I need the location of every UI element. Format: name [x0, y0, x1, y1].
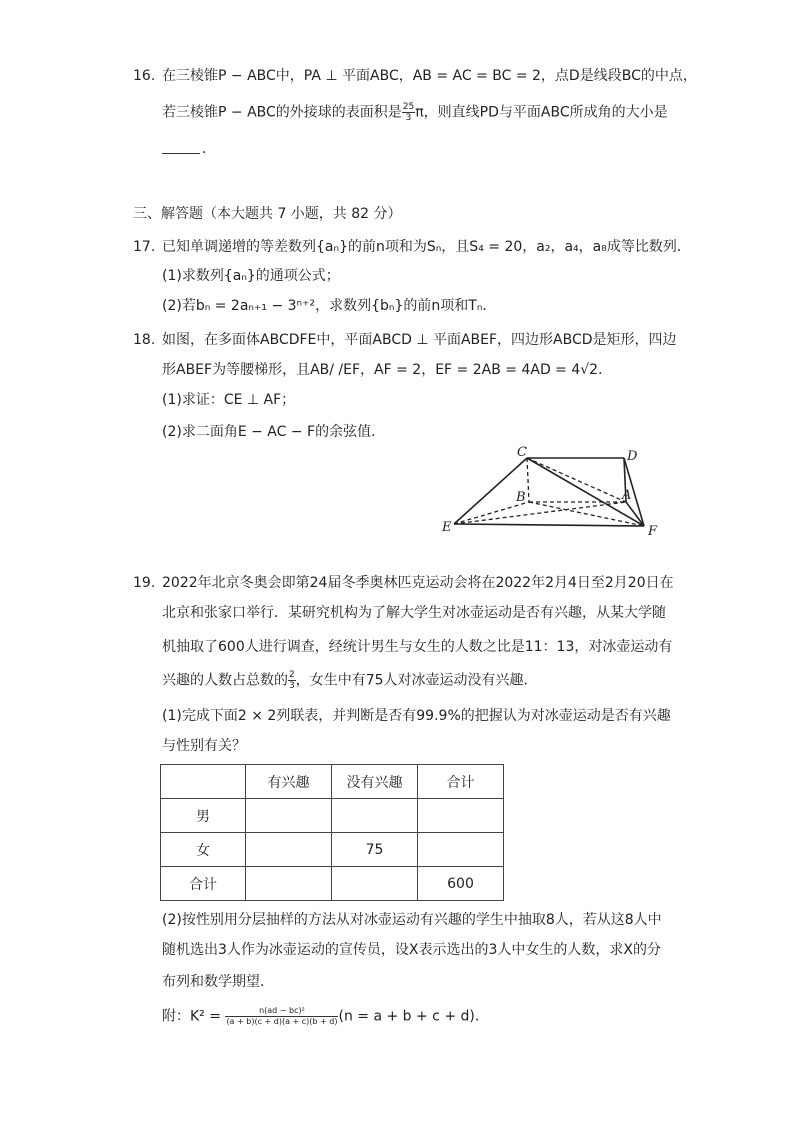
- table-cell: [332, 867, 418, 901]
- q19-frac-den: 3: [289, 681, 295, 691]
- q16-frac-num: 25: [402, 102, 415, 112]
- q19-part1-line2: 与性别有关？: [162, 738, 246, 754]
- contingency-table: [160, 764, 504, 901]
- q19-part1-line1: (1)完成下面2 × 2列联表，并判断是否有99.9%的把握认为对冰壶运动是否有兴趣: [162, 708, 671, 724]
- q17-part2: (2)若bₙ = 2aₙ₊₁ − 3ⁿ⁺²，求数列{bₙ}的前n项和Tₙ．: [162, 298, 497, 314]
- q18-number: 18.: [133, 332, 156, 348]
- table-cell: [246, 867, 332, 901]
- edge-EA: [454, 502, 626, 524]
- q16-line1: 在三棱锥P − ABC中，PA ⊥ 平面ABC，AB = AC = BC = 2，点D是线段BC的中点，: [162, 68, 697, 84]
- q16-answer-blank: [162, 153, 200, 154]
- table-cell: 合计: [161, 867, 246, 901]
- table-cell: 600: [418, 867, 504, 901]
- table-cell: 女: [161, 833, 246, 867]
- q19-frac-num: 2: [289, 670, 295, 680]
- q16-fraction: [402, 102, 415, 123]
- table-cell: 75: [332, 833, 418, 867]
- q19-part2-line1: (2)按性别用分层抽样的方法从对冰壶运动有兴趣的学生中抽取8人，若从这8人中: [162, 912, 662, 928]
- label-B: B: [516, 490, 526, 505]
- q18-line2: 形ABEF为等腰梯形，且AB/ /EF，AF = 2，EF = 2AB = 4AD = 4√2．: [162, 362, 613, 378]
- q19-line2: 北京和张家口举行．某研究机构为了解大学生对冰壶运动是否有兴趣，从某大学随: [162, 605, 666, 621]
- table-row: [161, 833, 504, 867]
- label-D: D: [627, 449, 638, 464]
- label-F: F: [648, 524, 658, 539]
- q19-number: 19.: [133, 575, 156, 591]
- edge-CA: [527, 458, 626, 502]
- appendix-pre: 附：K² =: [162, 1008, 221, 1025]
- q18-line1: 如图，在多面体ABCDFE中，平面ABCD ⊥ 平面ABEF，四边形ABCD是矩形，四边: [162, 332, 677, 348]
- table-row: [161, 799, 504, 833]
- section3-title: 三、解答题（本大题共 7 小题，共 82 分）: [133, 206, 402, 222]
- q19-part2-line3: 布列和数学期望．: [162, 974, 274, 990]
- q17-number: 17.: [133, 239, 156, 255]
- q17-part1: (1)求数列{aₙ}的通项公式；: [162, 268, 340, 284]
- appendix-fraction: [225, 1006, 338, 1027]
- q19-line4: [162, 670, 538, 691]
- q16-number: 16.: [133, 68, 156, 84]
- q19-line4-pre: 兴趣的人数占总数的: [162, 672, 288, 689]
- table-header-cell: 没有兴趣: [332, 765, 418, 799]
- q16-blank-end: .: [202, 141, 207, 157]
- table-header-cell: 合计: [418, 765, 504, 799]
- table-cell: [246, 833, 332, 867]
- label-C: C: [517, 445, 527, 460]
- table-cell: [332, 799, 418, 833]
- table-header-cell: 有兴趣: [246, 765, 332, 799]
- appendix-den: (a + b)(c + d)(a + c)(b + d): [226, 1017, 338, 1026]
- q16-line2-post: π，则直线PD与平面ABC所成角的大小是: [415, 104, 668, 121]
- appendix-post: (n = a + b + c + d)．: [338, 1008, 489, 1025]
- q16-line2: [162, 102, 668, 123]
- label-E: E: [442, 520, 452, 535]
- q19-line3: 机抽取了600人进行调查，经统计男生与女生的人数之比是11：13，对冰壶运动有: [162, 639, 673, 655]
- q17-line1: 已知单调递增的等差数列{aₙ}的前n项和为Sₙ，且S₄ = 20，a₂，a₄，a₈成等比数列．: [162, 239, 691, 255]
- polyhedron-figure: [440, 444, 670, 544]
- q16-frac-den: 3: [405, 113, 412, 123]
- table-cell: [418, 833, 504, 867]
- q18-part2: (2)求二面角E − AC − F的余弦值．: [162, 424, 386, 440]
- q18-part1: (1)求证：CE ⊥ AF；: [162, 392, 296, 408]
- q16-line2-pre: 若三棱锥P − ABC的外接球的表面积是: [162, 104, 402, 121]
- q19-part2-line2: 随机选出3人作为冰壶运动的宣传员，设X表示选出的3人中女生的人数，求X的分: [162, 942, 661, 958]
- edge-BF: [529, 502, 644, 526]
- q19-fraction: [288, 670, 296, 691]
- q19-appendix: [162, 1006, 489, 1027]
- table-header-row: [161, 765, 504, 799]
- edge-CB: [527, 458, 529, 502]
- table-cell: [418, 799, 504, 833]
- table-header-cell: [161, 765, 246, 799]
- table-cell: [246, 799, 332, 833]
- table-cell: 男: [161, 799, 246, 833]
- q19-line1: 2022年北京冬奥会即第24届冬季奥林匹克运动会将在2022年2月4日至2月20日在: [162, 575, 674, 591]
- table-row: [161, 867, 504, 901]
- edge-EF: [454, 524, 644, 526]
- appendix-num: n(ad − bc)²: [225, 1006, 338, 1017]
- label-A: A: [622, 488, 632, 503]
- q19-line4-post: ，女生中有75人对冰壶运动没有兴趣．: [295, 672, 538, 689]
